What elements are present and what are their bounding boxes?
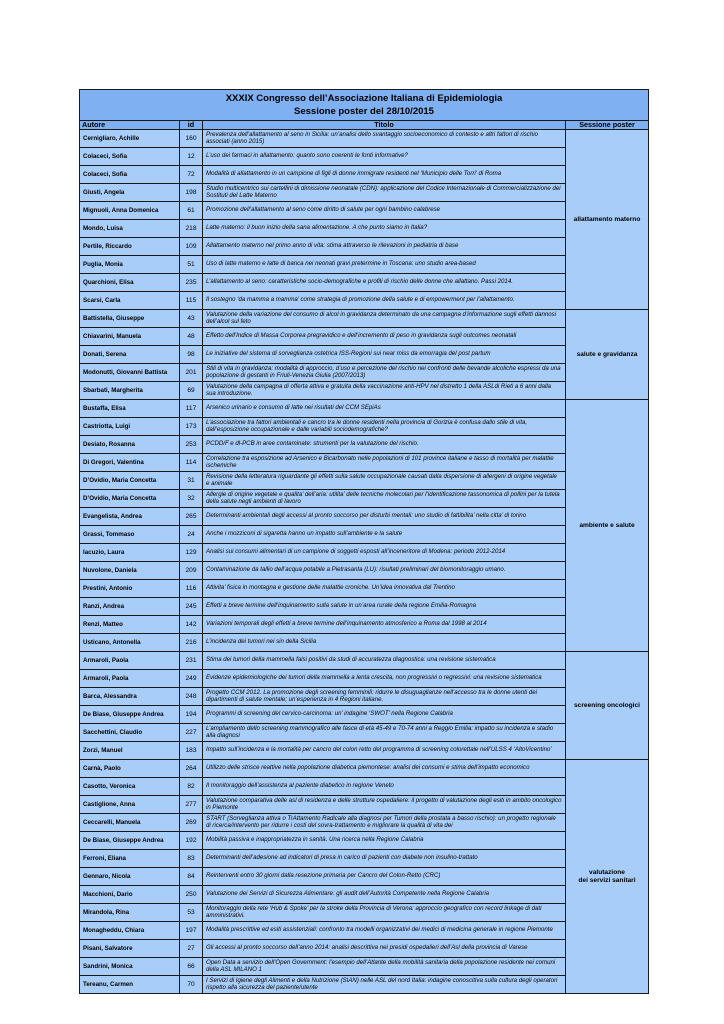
table-row bbox=[80, 256, 649, 274]
author-cell: Zorzi, Manuel bbox=[80, 742, 180, 760]
author-cell: Monagheddu, Chiara bbox=[80, 922, 180, 940]
author-cell: Sandrini, Monica bbox=[80, 958, 180, 976]
title-cell: Uso di latte materno e latte di banca nei neonati gravi pretermine in Toscana: uno studio area-based bbox=[203, 256, 566, 274]
session-name-cell bbox=[566, 760, 649, 994]
table-row bbox=[80, 706, 649, 724]
author-cell: D’Ovidio, Maria Concetta bbox=[80, 472, 180, 490]
title-cell: Analisi sui consumi alimentari di un campione di soggetti esposti all’inceneritore di Modena: periodo 2012-2014 bbox=[203, 544, 566, 562]
author-cell: Colaceci, Sofia bbox=[80, 166, 180, 184]
id-cell: 84 bbox=[180, 868, 203, 886]
title-cell: Il sostegno ‘da mamma a mamma’ come strategia di promozione della salute e di empowerment per l’allattamento. bbox=[203, 292, 566, 310]
table-row bbox=[80, 778, 649, 796]
author-cell: Giusti, Angela bbox=[80, 184, 180, 202]
title-cell: Open Data a servizio dell’Open Government: l’esempio dell’Atlante della mobilità sanitaria della popolazione residente nei comuni della ASL MILANO 1 bbox=[203, 958, 566, 976]
id-cell: 61 bbox=[180, 202, 203, 220]
author-cell: Ranzi, Andrea bbox=[80, 598, 180, 616]
table-row bbox=[80, 166, 649, 184]
title-cell: L’incidenza dei tumori nei sin della Sicilia bbox=[203, 634, 566, 652]
table-row bbox=[80, 346, 649, 364]
table-body bbox=[80, 130, 649, 994]
id-cell: 98 bbox=[180, 346, 203, 364]
title-cell: Reinterventi entro 30 giorni dalla resezione primaria per Cancro del Colon-Retto (CRC) bbox=[203, 868, 566, 886]
title-cell: Variazioni temporali degli effetti a breve termine dell’inquinamento atmosferico a Roma dal 1998 al 2014 bbox=[203, 616, 566, 634]
title-cell: L’allattamento al seno: caratteristiche socio-demografiche e profili di rischio delle donne che allattano. Passi 2014. bbox=[203, 274, 566, 292]
id-cell: 51 bbox=[180, 256, 203, 274]
id-cell: 72 bbox=[180, 166, 203, 184]
author-cell: Mignuoli, Anna Domenica bbox=[80, 202, 180, 220]
author-cell: Armaroli, Paola bbox=[80, 652, 180, 670]
author-cell: Castiglione, Anna bbox=[80, 796, 180, 814]
title-cell: Arsenico urinario e consumo di latte nei risultati del CCM SEpiAs bbox=[203, 400, 566, 418]
title-cell: Mobilità passiva e inappropriatezza in sanità. Una ricerca nella Regione Calabria bbox=[203, 832, 566, 850]
column-header-id: id bbox=[180, 121, 203, 130]
author-cell: Colaceci, Sofia bbox=[80, 148, 180, 166]
session-name: screening oncologici bbox=[574, 701, 640, 709]
author-cell: Modonutti, Giovanni Battista bbox=[80, 364, 180, 382]
id-cell: 216 bbox=[180, 634, 203, 652]
author-cell: Gennaro, Nicola bbox=[80, 868, 180, 886]
table-row bbox=[80, 868, 649, 886]
title-cell: Valutazione della variazione del consumo di alcol in gravidanza determinato da una campagna d’informazione sugli effetti dannosi dell’alcol sul feto bbox=[203, 310, 566, 328]
table-row bbox=[80, 418, 649, 436]
id-cell: 83 bbox=[180, 850, 203, 868]
id-cell: 116 bbox=[180, 580, 203, 598]
table-title bbox=[80, 90, 649, 121]
id-cell: 231 bbox=[180, 652, 203, 670]
table-row bbox=[80, 544, 649, 562]
author-cell: Quarchioni, Elisa bbox=[80, 274, 180, 292]
author-cell: Cernigliaro, Achille bbox=[80, 130, 180, 148]
author-cell: Sacchettini, Claudio bbox=[80, 724, 180, 742]
table-row bbox=[80, 400, 649, 418]
author-cell: Evangelista, Andrea bbox=[80, 508, 180, 526]
id-cell: 27 bbox=[180, 940, 203, 958]
author-cell: D’Ovidio, Maria Concetta bbox=[80, 490, 180, 508]
column-header-titolo: Titolo bbox=[203, 121, 566, 130]
title-cell: Effetti a breve termine dell’inquinamento sulla salute in un’area rurale della regione Emilia-Romagna bbox=[203, 598, 566, 616]
table-row bbox=[80, 688, 649, 706]
title-cell: I Servizi di Igiene degli Alimenti e della Nutrizione (SIAN) nelle ASL del nord Italia: indagine conoscitiva sulla cultura degli operatori rispetto alla sicurezza del paziente/utente bbox=[203, 976, 566, 994]
id-cell: 218 bbox=[180, 220, 203, 238]
author-cell: Mirandola, Rina bbox=[80, 904, 180, 922]
table-row bbox=[80, 634, 649, 652]
author-cell: Scarsi, Carla bbox=[80, 292, 180, 310]
table-row bbox=[80, 202, 649, 220]
table-row bbox=[80, 472, 649, 490]
title-cell: PCDD/F e dl-PCB in aree contaminate: strumenti per la valutazione del rischio. bbox=[203, 436, 566, 454]
table-row bbox=[80, 364, 649, 382]
id-cell: 115 bbox=[180, 292, 203, 310]
title-cell: Revisione della letteratura riguardante gli effetti sulla salute occupazionale causati dalla dispersione di allergeni di origine vegetale e animale bbox=[203, 472, 566, 490]
title-cell: Programmi di screening del cervico-carcinoma: un’ indagine ‘SWOT’ nella Regione Calabria bbox=[203, 706, 566, 724]
id-cell: 227 bbox=[180, 724, 203, 742]
title-cell: Promozione dell’allattamento al seno come diritto di salute per ogni bambino calabrese bbox=[203, 202, 566, 220]
author-cell: Renzi, Matteo bbox=[80, 616, 180, 634]
table-row bbox=[80, 562, 649, 580]
poster-table bbox=[79, 89, 649, 994]
table-row bbox=[80, 832, 649, 850]
id-cell: 277 bbox=[180, 796, 203, 814]
title-cell: Correlazione tra esposizione ad Arsenico e Bicarbonato nelle popolazioni di 101 province italiane e tasso di mortalità per malattie ischemiche bbox=[203, 454, 566, 472]
title-cell: Anche i mozziconi di sigaretta hanno un impatto sull’ambiente e la salute bbox=[203, 526, 566, 544]
congress-title: XXXIX Congresso dell’Associazione Italiana di Epidemiologia bbox=[225, 93, 503, 104]
author-cell: Castriotta, Luigi bbox=[80, 418, 180, 436]
author-cell: Mondo, Luisa bbox=[80, 220, 180, 238]
title-cell: Effetto dell’Indice di Massa Corporea pregravidico e dell’incremento di peso in gravidanza sugli outcomes neonatali bbox=[203, 328, 566, 346]
author-cell: Puglia, Monia bbox=[80, 256, 180, 274]
session-name: ambiente e salute bbox=[579, 521, 635, 529]
id-cell: 109 bbox=[180, 238, 203, 256]
table-row bbox=[80, 148, 649, 166]
title-cell: Le iniziative del sistema di sorveglianza ostetrica ISS-Regioni sui near miss da emorragia del post partum bbox=[203, 346, 566, 364]
author-cell: Casotto, Veronica bbox=[80, 778, 180, 796]
author-cell: Grassi, Tommaso bbox=[80, 526, 180, 544]
title-cell: Il monitoraggio dell’assistenza al paziente diabetico in regione Veneto bbox=[203, 778, 566, 796]
id-cell: 235 bbox=[180, 274, 203, 292]
table-row bbox=[80, 616, 649, 634]
id-cell: 32 bbox=[180, 490, 203, 508]
id-cell: 197 bbox=[180, 922, 203, 940]
session-name-cell bbox=[566, 400, 649, 652]
author-cell: De Biase, Giuseppe Andrea bbox=[80, 832, 180, 850]
author-cell: Iacuzio, Laura bbox=[80, 544, 180, 562]
session-name-cell bbox=[566, 652, 649, 760]
column-header-autore: Autore bbox=[80, 121, 180, 130]
title-cell: Studio multicentrico sui cartellini di dimissione neonatale (CDN): applicazione del Codice Internazionale di Commercializzazione dei Sostituti del Latte Materno bbox=[203, 184, 566, 202]
id-cell: 245 bbox=[180, 598, 203, 616]
id-cell: 70 bbox=[180, 976, 203, 994]
title-cell: Utilizzo delle strisce reattive nella popolazione diabetica piemontese: analisi dei consumi e stima dell’impatto economico bbox=[203, 760, 566, 778]
table-row bbox=[80, 292, 649, 310]
title-cell: Valutazione della campagna di offerta attiva e gratuita della vaccinazione anti-HPV nel distretto 1 della ASLdi Rieti a 6 anni dalla sua introduzione. bbox=[203, 382, 566, 400]
author-cell: Battistella, Giuseppe bbox=[80, 310, 180, 328]
title-cell: Contaminazione da tallio dell’acqua potabile a Pietrasanta (LU): risultati preliminari del biomonitoraggio umano. bbox=[203, 562, 566, 580]
table-row bbox=[80, 238, 649, 256]
id-cell: 173 bbox=[180, 418, 203, 436]
table-row bbox=[80, 526, 649, 544]
table-row bbox=[80, 220, 649, 238]
title-cell: Modalità prescrittive ed esiti assistenziali: confronto tra modelli organizzativi dei medici di medicina generale in regione Piemonte bbox=[203, 922, 566, 940]
table-row bbox=[80, 670, 649, 688]
table-row bbox=[80, 922, 649, 940]
table-row bbox=[80, 850, 649, 868]
title-cell: Progetto CCM 2012. La promozione degli screening femminili: ridurre le disuguaglianze nell’accesso tra le donne utenti dei dipartimenti di salute mentale; un’esperienza in 4 Regioni italiane. bbox=[203, 688, 566, 706]
author-cell: Pertile, Riccardo bbox=[80, 238, 180, 256]
author-cell: Carnà, Paolo bbox=[80, 760, 180, 778]
table-row bbox=[80, 382, 649, 400]
title-cell: Monitoraggio della rete ‘Hub & Spoke’ per la stroke della Provincia di Verona: approccio geografico con record linkage di dati amministrativi. bbox=[203, 904, 566, 922]
title-cell: L’associazione tra fattori ambientali e cancro tra le donne residenti nella provincia di Gorizia è confusa dallo stile di vita, dall’esposizione occupazionale e dalle variabili sociodemografiche? bbox=[203, 418, 566, 436]
id-cell: 194 bbox=[180, 706, 203, 724]
id-cell: 69 bbox=[180, 382, 203, 400]
id-cell: 31 bbox=[180, 472, 203, 490]
table-row bbox=[80, 436, 649, 454]
table-row bbox=[80, 580, 649, 598]
title-cell: Prevalenza dell’allattamento al seno in Sicilia: un’analisi dello svantaggio socioeconomico di contesto e altri fattori di rischio associati (anno 2015) bbox=[203, 130, 566, 148]
table-row bbox=[80, 490, 649, 508]
table-row bbox=[80, 310, 649, 328]
id-cell: 249 bbox=[180, 670, 203, 688]
title-cell: Determinanti dell’adesione ad indicatori di presa in carico di pazienti con diabete non insulino-trattato bbox=[203, 850, 566, 868]
id-cell: 264 bbox=[180, 760, 203, 778]
title-cell: L’uso dei farmaci in allattamento: quanto sono coerenti le fonti informative? bbox=[203, 148, 566, 166]
author-cell: Di Gregori, Valentina bbox=[80, 454, 180, 472]
author-cell: Sbarbati, Margherita bbox=[80, 382, 180, 400]
column-header-row bbox=[80, 121, 649, 130]
id-cell: 48 bbox=[180, 328, 203, 346]
id-cell: 265 bbox=[180, 508, 203, 526]
id-cell: 201 bbox=[180, 364, 203, 382]
title-cell: START (Sorveglianza attiva o TrAttamento Radicale alla diagnosi per Tumori della prostata a basso rischio): un progetto regionale di ricerca/intervento per ridurre i costi del sovra-trattamento e migliorare la qualità di vita dei bbox=[203, 814, 566, 832]
table-row bbox=[80, 760, 649, 778]
table-row bbox=[80, 508, 649, 526]
session-name-cell bbox=[566, 130, 649, 310]
author-cell: Tereanu, Carmen bbox=[80, 976, 180, 994]
id-cell: 12 bbox=[180, 148, 203, 166]
session-name: salute e gravidanza bbox=[576, 350, 638, 358]
table-row bbox=[80, 976, 649, 994]
id-cell: 66 bbox=[180, 958, 203, 976]
table-row bbox=[80, 904, 649, 922]
session-name: valutazione dei servizi sanitari bbox=[578, 868, 636, 884]
id-cell: 114 bbox=[180, 454, 203, 472]
author-cell: Prestini, Antonio bbox=[80, 580, 180, 598]
table-row bbox=[80, 598, 649, 616]
author-cell: Pisani, Salvatore bbox=[80, 940, 180, 958]
id-cell: 43 bbox=[180, 310, 203, 328]
id-cell: 253 bbox=[180, 436, 203, 454]
table-row bbox=[80, 130, 649, 148]
table-row bbox=[80, 652, 649, 670]
author-cell: Macchioni, Dario bbox=[80, 886, 180, 904]
table-row bbox=[80, 886, 649, 904]
title-cell: L’ampliamento dello screening mammografico alle fasce di età 45-49 e 70-74 anni a Reggio Emilia: impatto su incidenza e stadio alla diagnosi bbox=[203, 724, 566, 742]
id-cell: 129 bbox=[180, 544, 203, 562]
session-date-title: Sessione poster del 28/10/2015 bbox=[294, 106, 434, 117]
column-header-sessione: Sessione poster bbox=[566, 121, 649, 130]
id-cell: 192 bbox=[180, 832, 203, 850]
author-cell: Donati, Serena bbox=[80, 346, 180, 364]
id-cell: 82 bbox=[180, 778, 203, 796]
table-row bbox=[80, 814, 649, 832]
author-cell: De Biase, Giuseppe Andrea bbox=[80, 706, 180, 724]
id-cell: 269 bbox=[180, 814, 203, 832]
id-cell: 248 bbox=[180, 688, 203, 706]
title-cell: Stili di vita in gravidanza: modalità di approccio, d’uso e percezione del rischio nei confronti delle bevande alcoliche espressi da una popolazione di gestanti in Friuli-Venezia Giulia (2007/2013) bbox=[203, 364, 566, 382]
table-row bbox=[80, 958, 649, 976]
table-row bbox=[80, 454, 649, 472]
id-cell: 53 bbox=[180, 904, 203, 922]
table-row bbox=[80, 742, 649, 760]
title-cell: Valutazione comparativa delle asl di residenza e delle strutture ospedaliere: il progetto di valutazione degli esiti in ambito oncologico in Piemonte bbox=[203, 796, 566, 814]
poster-schedule-sheet bbox=[79, 89, 648, 994]
title-cell: Allergie di origine vegetale e qualita’ dell’aria: utilita’ delle tecniche molecolari per l’identificazione tassonomica di pollini per la tutela della salute negli ambienti di lavoro bbox=[203, 490, 566, 508]
id-cell: 160 bbox=[180, 130, 203, 148]
title-cell: Impatto sull’incidenza e la mortalità per cancro del colon retto del programma di screening colorettale nell’ULSS 4 ‘AltoVicentino’ bbox=[203, 742, 566, 760]
title-cell: Attivita’ fisica in montagna e gestione delle malattie croniche. Un’idea innovativa dal Trentino bbox=[203, 580, 566, 598]
session-name-cell bbox=[566, 310, 649, 400]
author-cell: Ceccarelli, Manuela bbox=[80, 814, 180, 832]
title-cell: Allattamento materno nel primo anno di vita: stima attraverso le rilevazioni in pediatria di base bbox=[203, 238, 566, 256]
table-row bbox=[80, 940, 649, 958]
author-cell: Bustaffa, Elisa bbox=[80, 400, 180, 418]
author-cell: Usticano, Antonella bbox=[80, 634, 180, 652]
title-cell: Determinanti ambientali degli accessi al pronto soccorso per disturbi mentali: uno studio di fattibilita’ nella citta’ di torino bbox=[203, 508, 566, 526]
title-cell: Gli accessi al pronto soccorso dell’anno 2014: analisi descrittiva nei presidi ospedalieri dell’Asl della provincia di Varese bbox=[203, 940, 566, 958]
author-cell: Ferroni, Eliana bbox=[80, 850, 180, 868]
table-row bbox=[80, 796, 649, 814]
id-cell: 142 bbox=[180, 616, 203, 634]
id-cell: 183 bbox=[180, 742, 203, 760]
author-cell: Nuvolone, Daniela bbox=[80, 562, 180, 580]
table-row bbox=[80, 328, 649, 346]
id-cell: 209 bbox=[180, 562, 203, 580]
id-cell: 117 bbox=[180, 400, 203, 418]
table-row bbox=[80, 724, 649, 742]
id-cell: 250 bbox=[180, 886, 203, 904]
title-cell: Stima dei tumori della mammella falsi positivi da studi di accuratezza diagnostica: una revisione sistematica bbox=[203, 652, 566, 670]
table-row bbox=[80, 274, 649, 292]
author-cell: Barca, Alessandra bbox=[80, 688, 180, 706]
title-cell: Latte materno: il buon inizio della sana alimentazione. A che punto siamo in Italia? bbox=[203, 220, 566, 238]
title-cell: Valutazione dei Servizi di Sicurezza Alimentare: gli audit dell’Autorità Competente nella Regione Calabria bbox=[203, 886, 566, 904]
title-cell: Modalità di allattamento in un campione di figli di donne immigrate residenti nel ‘Municipio delle Torri’ di Roma bbox=[203, 166, 566, 184]
author-cell: Desiato, Rosanna bbox=[80, 436, 180, 454]
title-cell: Evidenze epidemiologiche dei tumori della mammella a lenta crescita, non progressivi o regressivi: una revisione sistematica bbox=[203, 670, 566, 688]
author-cell: Armaroli, Paola bbox=[80, 670, 180, 688]
author-cell: Chiavarini, Manuela bbox=[80, 328, 180, 346]
id-cell: 24 bbox=[180, 526, 203, 544]
id-cell: 198 bbox=[180, 184, 203, 202]
table-row bbox=[80, 184, 649, 202]
session-name: allattamento materno bbox=[573, 215, 641, 223]
